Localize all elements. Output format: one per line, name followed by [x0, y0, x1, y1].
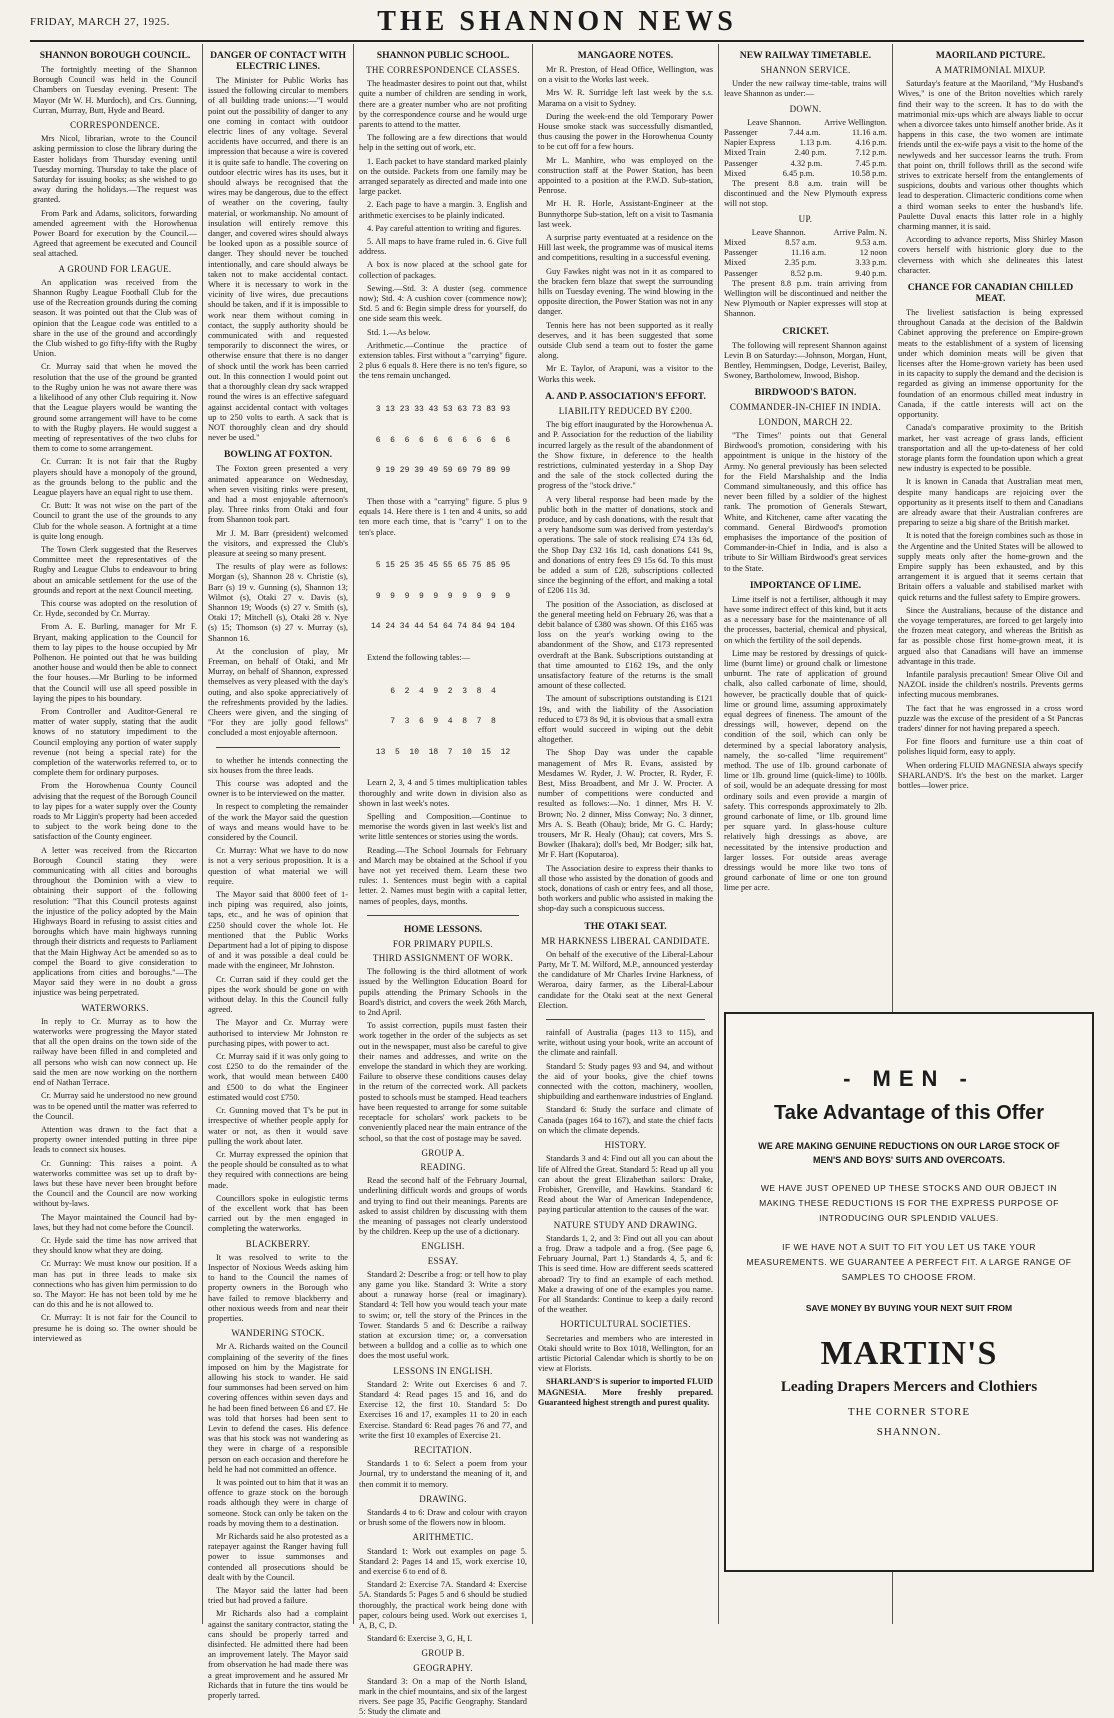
paragraph: Cr. Curran: It is not fair that the Rugby players should have a monopoly of the ground, as the grounds belong to the public and the League players have an equal right to use them.: [33, 457, 197, 497]
paragraph: Standards 1 to 6: Select a poem from your Journal, try to understand the meaning of it, and then commit it to memory.: [359, 1459, 527, 1489]
paragraph: Cr. Butt: It was not wise on the part of the Council to grant the use of the grounds to any Club for the whole season. A fortnight at a time is quite long enough.: [33, 501, 197, 541]
article-heading: CRICKET.: [782, 325, 829, 337]
paragraph: Std. 1.—As below.: [367, 327, 431, 337]
ad-brand-name: MARTIN'S: [820, 1335, 998, 1372]
paragraph: Standard 2: Write out Exercises 6 and 7. Standard 4: Read pages 15 and 16, and do Exercise 12, the first 10. Standard 5: Do Exercises 16 and 17, examples 11 to 20 in each Exercise. Standard 6: Read pages 76 and 77, and write the first 10 examples of Exercise 21.: [359, 1379, 527, 1440]
table-cell: Mixed: [724, 238, 746, 248]
table-cell: Leave Shannon.: [747, 117, 802, 127]
paragraph: This course was adopted and the owner is to be interviewed on the matter.: [208, 779, 348, 799]
paragraph: Mr R. Preston, of Head Office, Wellington, was on a visit to the Works last week.: [538, 65, 713, 85]
subheading: HISTORY.: [604, 1140, 647, 1151]
number-table: [359, 541, 527, 653]
table-cell: Passenger: [724, 158, 758, 168]
paragraph: Standard 6: Exercise 3, G, H, I.: [367, 1634, 473, 1644]
article-heading: BOWLING AT FOXTON.: [224, 449, 332, 461]
paragraph: 4. Pay careful attention to writing and figures.: [367, 223, 522, 233]
table-row: [724, 169, 887, 179]
paragraph: Saturday's feature at the Maoriland, "My Husband's Wives," is one of the Briton novelties which rarely find their way to the screen. It has to do with the matrimonial mix-ups which are always liable to occur when a divorcee takes unto himself another bride. As it happens in this case, the two women are intimate friends until the ex-wife pays a visit to the home of the newlyweds and her successor learns the truth. From that point on, thrill follows thrill as the second wife strives to extricate herself from the entanglements of suspicions, doubts and various other thoughts which lead to desperation. Climacteric conditions come when a third woman seeks to enter the husband's life. Paulette Duval enacts this latter role in a highly charming manner, it is said.: [898, 79, 1083, 232]
paragraph: An application was received from the Shannon Rugby League Football Club for the use of the Recreation grounds during the coming season. It was pointed out that the Club was of opinion that the League code was entitled to a share in the use of the ground and accordingly the Club wished to go fifty-fifty with the Rugby Union.: [33, 277, 197, 359]
number-row: 3 13 23 33 43 53 63 73 83 93: [375, 405, 511, 415]
table-row: [724, 128, 887, 138]
table-cell: 1.13 p.m.: [799, 138, 832, 148]
paragraph: It is known in Canada that Australian meat men, despite many handicaps are rejoicing over the opportunity as it presents itself to them and Canadians are already aware that their Australian confreres are preparing to seize a big share of the British market.: [898, 477, 1083, 528]
subheading: UP.: [798, 213, 813, 224]
paragraph: Attention was drawn to the fact that a property owner intended putting in three pipe leads to connect six houses.: [33, 1124, 197, 1155]
paragraph: The present 8.8 p.m. train arriving from Wellington will be discontinued and neither the New Plymouth or Napier expresses will stop at Shannon.: [724, 278, 887, 319]
paragraph: Read the second half of the February Journal, underlining difficult words and groups of words and trying to find out their meanings. Parents are asked to assist children by discussing with them the meaning of passages not clearly understood by the children. Keep up the use of a dictionary.: [359, 1176, 527, 1237]
subheading: LIABILITY REDUCED BY £200.: [558, 405, 693, 416]
table-row: [724, 148, 887, 158]
paragraph: 2. Each page to have a margin. 3. English and arithmetic exercises to be plainly indicated.: [359, 200, 527, 220]
subheading: LESSONS IN ENGLISH.: [393, 1365, 493, 1376]
article-heading: HOME LESSONS.: [403, 923, 483, 935]
paragraph: Standards 1, 2, and 3: Find out all you can about a frog. Draw a tadpole and a frog. (See page 6, February Journal, Part 1.) Standards 4, 5, and 6: This is seed time. How are different seeds scattered abroad? Try to find an example of each method. Make a drawing of one of the examples you name. For all Standards: Continue to keep a daily record of the weather.: [538, 1233, 713, 1315]
article-heading: SHANNON PUBLIC SCHOOL.: [376, 50, 510, 61]
paragraph: Tennis here has not been supported as it really deserves, and it has been suggested that some outside Club send a team out to foster the game along.: [538, 320, 713, 361]
paragraph: Mr E. Taylor, of Arapuni, was a visitor to the Works this week.: [538, 364, 713, 384]
ad-address: THE CORNER STORE: [847, 1406, 971, 1418]
number-table: [359, 666, 527, 778]
paragraph: Mrs Nicol, librarian, wrote to the Council asking permission to close the library during the Easter holidays from Thursday evening until Tuesday morning. Thursday to take the place of Saturday for issuing books; as she wished to go away during the holidays.—The request was granted.: [33, 134, 197, 205]
column-4: [533, 44, 719, 1624]
paragraph: Mr H. R. Horle, Assistant-Engineer at the Bunnythorpe Sub-station, left on a visit to Tasmania last week.: [538, 199, 713, 229]
article-heading: MANGAORE NOTES.: [577, 50, 674, 61]
masthead: [30, 6, 1084, 42]
paragraph: The fortnightly meeting of the Shannon Borough Council was held in the Council Chambers on Tuesday evening. Present: The Mayor (Mr W. H. Murdoch), and Crs. Gunning, Curran, Murray, Butt, Hyde and Beard.: [33, 65, 197, 115]
article-heading: MAORILAND PICTURE.: [935, 50, 1046, 61]
paragraph: The Mayor said that 8000 feet of 1-inch piping was required, also joints, taps, etc., and he was of opinion that £250 should cover the whole lot. He mentioned that the Public Works Department had a lot of piping to dispose of and it was possible a deal could be made with the engineer, Mr Johnston.: [208, 890, 348, 971]
table-row: [724, 248, 887, 258]
article-heading: A. AND P. ASSOCIATION'S EFFORT.: [545, 390, 706, 402]
paragraph: Cr. Murray: What we have to do now is not a very serious proposition. It is a question of what material we will require.: [208, 846, 348, 886]
table-cell: 11.16 a.m.: [791, 248, 827, 258]
table-cell: 8.52 p.m.: [790, 268, 823, 278]
paragraph: The Association desire to express their thanks to all those who assisted by the donation of goods and stock, donations of cash or entry fees, and all those, both workers and public who assisted in making the shop-day such a conspicuous success.: [538, 863, 713, 914]
table-cell: Mixed Train: [724, 148, 766, 158]
subheading: A GROUND FOR LEAGUE.: [58, 263, 172, 274]
paragraph: The following are a few directions that would help in the setting out of work, etc.: [359, 133, 527, 153]
ad-paragraph: WE ARE MAKING GENUINE REDUCTIONS ON OUR LARGE STOCK OF MEN'S AND BOYS' SUITS AND OVERCOATS.: [758, 1141, 1060, 1165]
number-row: 5 15 25 35 45 55 65 75 85 95: [375, 561, 511, 571]
number-row: 6 2 4 9 2 3 8 4: [390, 686, 496, 696]
paragraph: Guy Fawkes night was not in it as compared to the bracken fern blaze that swept the surrounding hills on Tuesday evening. The wind blowing in the opposite direction, the Power Station was not in any danger.: [538, 266, 713, 317]
number-row: 13 5 10 18 7 10 15 12: [375, 747, 511, 757]
table-row: [724, 138, 887, 148]
paragraph: In respect to completing the remainder of the work the Mayor said the question of ways and means would have to be considered by the Council.: [208, 802, 348, 843]
subheading: GEOGRAPHY.: [413, 1662, 473, 1673]
paragraph: The Mayor maintained the Council had by-laws, but they had not come before the Council.: [33, 1212, 197, 1232]
paragraph: Standard 2: Describe a frog: or tell how to play any game you like. Standard 3: Write a story about a runaway horse (real or imaginary). Standard 4: Tell how you would teach your mate to swim; or, tell the story of the Princes in the Tower. Standards 5 and 6: Describe a railway station at excursion time; or, a conversation between a bulldog and a collie as to which one does the most useful work.: [359, 1269, 527, 1361]
paragraph: Mr J. M. Barr (president) welcomed the visitors, and expressed the Club's pleasure at seeing so many present.: [208, 528, 348, 558]
paragraph: The Shop Day was under the capable management of Mrs R. Evans, assisted by Mesdames W. Ryder, J. W. Procter, R. Ryder, F. Best, Miss Broadbent, and Mr J. W. Procter. A number of competitions were conducted and resulted as follows:—No. 1 dinner, Mrs H. V. Brown; No. 2 dinner, Miss Conway; No. 3 dinner, Mrs A. S. Beath (Ohau); bride, Mr G. C. Hardy; trousers, Mr R. Healy (Ohau); cat covers, Mrs S. Bowker (Ihakara); doll's bed, Mr Bodger; silk hat, Mr F. Hart (Koputaroa).: [538, 748, 713, 860]
table-cell: 4.32 p.m.: [790, 158, 823, 168]
paragraph: The Mayor said the latter had been tried but had proved a failure.: [208, 1586, 348, 1606]
table-cell: 4.16 p.m.: [855, 138, 887, 148]
article-heading: BIRDWOOD'S BATON.: [754, 387, 857, 399]
paragraph: From Park and Adams, solicitors, forwarding amended agreement with the Horowhenua Power Board for execution by the Council.—Agreed that agreement be executed and Council seal attached.: [33, 208, 197, 259]
paragraph: From Controller and Auditor-General re matter of water supply, stating that the audit knows of no statutory impediment to the Council employing any portion of water supply revenue (not being a special rate) for the completion of the waterworks referred to, or to complete them for ordinary purposes.: [33, 706, 197, 778]
table-cell: Arrive Palm. N.: [833, 227, 887, 237]
paragraph: Mr L. Manhire, who was employed on the construction staff at the Power Station, has been appointed to a position at the P.W.D. Sub-station, Penrose.: [538, 155, 713, 196]
table-row: [724, 258, 887, 268]
column-3: [354, 44, 533, 1717]
table-cell: 11.16 a.m.: [851, 128, 887, 138]
paragraph: The following is the third allotment of work issued by the Wellington Education Board for pupils attending the Primary Schools in the Board's district, and covers the week 26th March, to 2nd April.: [359, 967, 527, 1018]
table-cell: Mixed: [724, 168, 746, 178]
paragraph: Mr Richards also had a complaint against the sanitary contractor, stating the cans should be properly tarred and disinfected. He admitted there had been an improvement lately. The Mayor said from observation he had made there was a great improvement and he assured Mr Richards that in future the tins would be properly tarred.: [208, 1609, 348, 1701]
paragraph: According to advance reports, Miss Shirley Mason covers herself with histrionic glory due to the cleverness with which she delineates this latest character.: [898, 235, 1083, 275]
subheading: GROUP A.: [421, 1147, 465, 1158]
paragraph: This course was adopted on the resolution of Cr. Hyde, seconded by Cr. Murray.: [33, 598, 197, 619]
subheading: FOR PRIMARY PUPILS.: [392, 938, 494, 949]
column-2: [203, 44, 354, 1701]
paragraph: Standard 5: Study pages 93 and 94, and without the aid of your books, give the chief towns connected with the cotton, machinery, woollen, shipbuilding and earthenware industries of England.: [538, 1061, 713, 1102]
paragraph: Cr. Gunning: This raises a point. A waterworks committee was set up to draft by-laws but these have never been brought before the Council and the Council are now working without by-laws.: [33, 1158, 197, 1209]
paragraph: To assist correction, pupils must fasten their work together in the order of the subjects as set out in the newspaper, must also be careful to give their names and addresses, and write on the envelope the standard in which they are working. Failure to observe these conditions causes delay in the return of the corrected work. All packets posted to schools must be stamped. Head teachers have been requested to arrange for some suitable receptacle for scholars' work packets to be conveniently placed near the main entrance of the school, so that the cost of postage may be saved.: [359, 1021, 527, 1143]
table-cell: 8.57 a.m.: [785, 238, 817, 248]
paragraph: Standard 1: Work out examples on page 5. Standard 2: Pages 14 and 15, work exercise 10, and exercise 6 to end of 8.: [359, 1546, 527, 1577]
paragraph: Cr. Murray: We must know our position. If a man has put in three leads to make six connections who has given him permission to do so. The Mayor: He has not been told by me he can do this and he is not allowed to.: [33, 1259, 197, 1310]
subheading: A MATRIMONIAL MIXUP.: [935, 65, 1046, 75]
paragraph: Secretaries and members who are interested in Otaki should write to Box 1018, Wellington, for an artistic Pictorial Calendar which is shortly to be on view at Florists.: [538, 1333, 713, 1374]
number-row: 6 6 6 6 6 6 6 6 6 6: [375, 435, 511, 445]
paragraph: A box is now placed at the school gate for collection of packages.: [359, 260, 527, 280]
paragraph: Standard 3: On a map of the North Island, mark in the chief mountains, and six of the largest rivers. See page 35, Pacific Geography. Standard 5: Study the climate and: [359, 1676, 527, 1717]
paragraph: From the Horowhenua County Council advising that the request of the Borough Council to lay pipes for a water supply over the County roads to Mr Liggin's property had been acceded to subject to the work being done to the satisfaction of the County engineer.: [33, 781, 197, 842]
paragraph: The Town Clerk suggested that the Reserves Committee meet the representatives of the Rugby and League Clubs to endeavour to bring about an amicable settlement for the use of the grounds and report at the next Council meeting.: [33, 544, 197, 595]
paragraph: Cr. Murray said that when he moved the resolution that the use of the ground be granted to the Rugby union he was not aware there was a likelihood of any other Club requiring it. Now that the League players would be wanting the ground some arrangement will have to be come to with the Rugby players. He would suggest a meeting of representatives of the two clubs for them to come to some arrangement.: [33, 362, 197, 454]
subheading: MR HARKNESS LIBERAL CANDIDATE.: [541, 935, 710, 946]
table-row: [724, 269, 887, 279]
table-cell: 6.45 p.m.: [782, 168, 815, 178]
paragraph: The big effort inaugurated by the Horowhenua A. and P. Association for the reduction of the liability incurred largely as the result of the abandonment of the Show fixture, in deference to the health restrictions, culminated yesterday in a Shop Day and the sale of the stock collected during the progress of the "stock drive.": [538, 420, 713, 491]
paragraph: Infantile paralysis precaution! Smear Olive Oil and NAZOL inside the children's nostrils. Prevents germs infecting mucous membranes.: [898, 669, 1083, 700]
paragraph: "The Times" points out that General Birdwood's promotion, considering with his appointment is unique in the history of the Army. No general previously has been selected for the Field Marshalship and the India Command simultaneously, and this office has never been filled by a soldier of the highest rank. The promotion of Generals Stewart, White, and Kitchener, came after vacating the command. General Birdwood's promotion emphasises the importance of the position of Commander-in-Chief in India, and is also a tribute to Sir William Birdwood's great services to the State.: [724, 430, 887, 573]
paragraph: For fine floors and furniture use a thin coat of polishes liquid form, easy to apply.: [898, 737, 1083, 757]
table-cell: 9.40 p.m.: [855, 268, 887, 278]
paragraph: Canada's comparative proximity to the British market, her vast acreage of grass lands, efficient transportation and all the up-to-dateness of her cold storage plants form the foundation upon which a great new industry is expected to be possible.: [898, 423, 1083, 474]
subheading: THE CORRESPONDENCE CLASSES.: [366, 65, 520, 75]
table-row: [724, 159, 887, 169]
paragraph: Standard 6: Study the surface and climate of Canada (pages 164 to 167), and state the chief facts on which the climate depends.: [538, 1105, 713, 1135]
number-table: [359, 385, 527, 497]
paragraph: A very liberal response had been made by the public both in the matter of donations, stock and produce, and by cash donations, with the result that a very handsome sum was derived from yesterday's operations. The sale of stock realising £74 13s 6d, the Shop Day £32 16s 1d, cash donations £41 9s, and donations of entry fees £9 15s 6d. To this must be added a sum of £28, subscriptions collected since the beginning of the effort, and making a total of £206 11s 3d.: [538, 494, 713, 596]
ad-cta: SAVE MONEY BY BUYING YOUR NEXT SUIT FROM: [805, 1303, 1013, 1313]
paragraph: SHARLAND'S is superior to imported FLUID MAGNESIA. More freshly prepared. Guaranteed highest strength and purest quality.: [538, 1377, 713, 1407]
paragraph: It was resolved to write to the Inspector of Noxious Weeds asking him to hand to the Council the names of property owners in the Borough who have failed to remove blackberry and other noxious weeds from and near their properties.: [208, 1252, 348, 1323]
paragraph: From A. E. Burling, manager for Mr F. Bryant, making application to the Council for them to lay pipes to the house occupied by Mr Polhenon. He pointed out that he was building another house and would then be able to connect the four houses.—Mr Burling to be informed that the Council will use all speed possible in laying the pipes to his boundary.: [33, 622, 197, 703]
subheading: DRAWING.: [419, 1493, 467, 1504]
paragraph: A surprise party eventuated at a residence on the Hill last week, the programme was of musical items and competitions, resulting in a successful evening.: [538, 233, 713, 263]
column-1: [28, 44, 203, 1624]
number-row: 7 3 6 9 4 8 7 8: [390, 717, 496, 727]
paragraph: Mr Richards said he also protested as a ratepayer against the Ranger having full power to issue summonses and contended all prosecutions should be dealt with by the Council.: [208, 1532, 348, 1582]
table-cell: 7.12 p.m.: [855, 148, 887, 158]
divider: [367, 915, 519, 916]
subheading: COMMANDER-IN-CHIEF IN INDIA.: [729, 402, 882, 413]
paragraph: The position of the Association, as disclosed at the general meeting held on February 26, was that a debit balance of £380 was shown. Of this £165 was loss on the year's working owing to the abandonment of the Show, and £173 represented overdraft at the Bank. Subscriptions outstanding at that time amounted to £162 19s, and the only unsatisfactory feature of the returns is the small amount of these collected.: [538, 599, 713, 691]
newspaper-title: THE SHANNON NEWS: [377, 6, 737, 37]
paragraph: The Minister for Public Works has issued the following circular to members of all building trade unions:—"I would point out the possibility of danger to any one coming in contact with outdoor electric lines of any voltage. Several accidents have occurred, and there is an impression that because a wire is covered it is quite safe to handle. The covering on outdoor electric wires has its uses, but it should always be recognised that the wires may be dangerous, due to the effect of weather on the covering, faulty material, or workmanship. No amount of insulation will entirely remove this danger, and covered wires should always be looked upon as a possible source of danger. They should never be touched intentionally, and care should always be taken not to make accidental contact. Where it is necessary to work in the vicinity of live wires, due precautions should be taken, and if it is impossible to work near them without coming in contact, the supply authority should be communicated with and requested temporarily to disconnect the wires, or otherwise ensure that there is no danger of shock until the work has been carried out. In this connection I would point out that a thoroughly clean dry sack wrapped round the wires is an effective safeguard against accidental contact with voltages up to 250 volts to earth. A sack that is NOT thoroughly clean and dry should never be used.": [208, 76, 348, 443]
paragraph: The present 8.8 a.m. train will be discontinued and the New Plymouth express will not stop.: [724, 179, 887, 209]
paragraph: Reading.—The School Journals for February and March may be obtained at the School if you have not yet received them. Learn these two rules: 1. Sentences must begin with a capital letter. 2. Names must begin with a capital letter, names of peoples, days, months.: [359, 845, 527, 906]
subheading: READING.: [420, 1161, 466, 1172]
paragraph: Learn 2, 3, 4 and 5 times multiplication tables thoroughly and write down in division also as shown in last week's notes.: [359, 778, 527, 808]
subheading: ENGLISH.: [421, 1241, 465, 1252]
table-cell: 10.58 p.m.: [851, 168, 887, 178]
paragraph: The fact that he was engrossed in a cross word puzzle was the excuse of the president of a St Pancras traders' dinner for not having prepared a speech.: [898, 703, 1083, 733]
paragraph: Extend the following tables:—: [367, 652, 471, 662]
article-heading: CHANCE FOR CANADIAN CHILLED MEAT.: [907, 282, 1074, 305]
article-heading: SHANNON BOROUGH COUNCIL.: [39, 50, 191, 61]
table-cell: 2.35 p.m.: [784, 258, 817, 268]
table-cell: Leave Shannon.: [751, 227, 806, 237]
paragraph: Standards 4 to 6: Draw and colour with crayon or brush some of the flowers now in bloom.: [359, 1508, 527, 1528]
paragraph: Cr. Gunning moved that T's be put in irrespective of whether people apply for water or not, as then it would save pulling the work about later.: [208, 1106, 348, 1146]
paragraph: Then those with a "carrying" figure. 5 plus 9 equals 14. Here there is 1 ten and 4 units, so add ten more each time, that is "carry" 1 on to the ten's place.: [359, 496, 527, 537]
paragraph: When ordering FLUID MAGNESIA always specify SHARLAND'S. It's the best on the market. Larger bottles—lower price.: [898, 760, 1083, 790]
paragraph: Spelling and Composition.—Continue to memorise the words given in last week's list and write little sentences or stories using the words.: [359, 812, 527, 842]
number-row: 14 24 34 44 54 64 74 84 94 104: [370, 622, 516, 632]
subheading: SHANNON SERVICE.: [760, 65, 851, 75]
paragraph: Under the new railway time-table, trains will leave Shannon as under:—: [724, 79, 887, 99]
divider: [216, 747, 340, 748]
timetable-header: [724, 118, 887, 128]
paragraph: A letter was received from the Riccarton Borough Council stating they were communicating with all cities and boroughs throughout the Dominion with a view to obtaining their support of the following resolution: "That this Council protests against the injustice of the policy adopted by the Main Highways Board in refusing to assist cities and boroughs which have main highways running through their districts and requests to Parliament that the Main Highway Act be amended so as to compel the Board to give consideration to applications from cities and boroughs."—The Mayor said they were in no doubt a gross injustice was being perpetrated.: [33, 845, 197, 998]
subheading: WATERWORKS.: [81, 1002, 149, 1013]
subheading: CORRESPONDENCE.: [70, 120, 160, 131]
ad-paragraph: WE HAVE JUST OPENED UP THESE STOCKS AND OUR OBJECT IN MAKING THESE REDUCTIONS IS FOR THE EXPRESS PURPOSE OF INTRODUCING OUR SPLENDID VALUES.: [759, 1183, 1059, 1223]
table-cell: 9.53 a.m.: [855, 238, 887, 248]
paragraph: Lime may be restored by dressings of quick-lime (burnt lime) or ground chalk or limestone unburnt. The rate of application of ground chalk, also called carbonate of lime, should, however, be practically double that of quick-lime or ground lime, assuming approximately equal degrees of fineness. The amount of the dressings will, however, depend on the condition of the soil, which can only be determined by a special laboratory analysis, namely, the so-called "lime requirement" method. The use of 1lb. ground carbonate of lime or 1lb. ground lime (quick-lime) to 100lb. of soil, would be an adequate dressing for most ordinary soils and even provide a margin of safety. This corresponds approximately to 2lb. ground carbonate of lime, or 1lb. ground lime per square yard. In glass-house culture relatively high dressings as above, are necessitated by the intensive production and larger losses. For outside areas average dressings would be more like two tons of ground carbonate of lime or one ton ground lime per acre.: [724, 648, 887, 893]
paragraph: Standard 2: Exercise 7A. Standard 4: Exercise 5A. Standards 5: Pages 5 and 6 should be studied thoroughly, the practical work being done with paper, colours being used. Work out exercises 1, A, B, C, D.: [359, 1580, 527, 1631]
paragraph: Cr. Murray: It is not fair for the Council to presume he is doing so. The owner should be interviewed as: [33, 1313, 197, 1343]
subheading: HORTICULTURAL SOCIETIES.: [560, 1319, 691, 1330]
paragraph: During the week-end the old Temporary Power House smoke stack was successfully dismantled, thus causing the power in the Horowhenua County to be cut off for a few hours.: [538, 111, 713, 152]
ad-headline: - MEN -: [843, 1066, 975, 1091]
paragraph: Arithmetic.—Continue the practice of extension tables. First without a "carrying" figure. 2 plus 6 equals 8. Here there is no ten's figure, so the tens remain unchanged.: [359, 340, 527, 381]
table-cell: Passenger: [724, 268, 758, 278]
paragraph: Since the Australians, because of the distance and the voyage temperatures, are forced to get largely into the frozen meat category, and whereas the British as far as possible chose first home-grown meat, it is argued also that Canadians will have an immense advantage in this trade.: [898, 605, 1083, 666]
article-heading: NEW RAILWAY TIMETABLE.: [739, 50, 872, 61]
article-heading: IMPORTANCE OF LIME.: [749, 579, 862, 591]
paragraph: Lime itself is not a fertiliser, although it may have some indirect effect of this kind, but it acts as a necessary base for the maintenance of all the processes, bacterial, chemical and physical, on which the fertility of the soil depends.: [724, 594, 887, 645]
paragraph: Cr. Murray expressed the opinion that the people should be consulted as to what they required with connections are being made.: [208, 1149, 348, 1190]
subheading: ARITHMETIC.: [412, 1532, 474, 1543]
paragraph: Mr A. Richards waited on the Council complaining of the severity of the fines imposed on him by the Magistrate for allowing his stock to wander. He said four summonses had been served on him covering offences within seven days and he had been fined between £6 and £7. He was told that horses had been sent to Levin to defend the cases. His defence was that his stock was not wandering as they were in charge of a responsible person on each occasion and therefore he held he had not committed an offence.: [208, 1342, 348, 1474]
subheading: NATURE STUDY AND DRAWING.: [553, 1219, 698, 1230]
ad-paragraph: IF WE HAVE NOT A SUIT TO FIT YOU LET US TAKE YOUR MEASUREMENTS. WE GUARANTEE A PERFECT FIT. A LARGE RANGE OF SAMPLES TO CHOOSE FROM.: [746, 1242, 1072, 1282]
article-heading: THE OTAKI SEAT.: [584, 920, 667, 932]
number-row: 9 19 29 39 49 59 69 79 89 99: [375, 466, 511, 476]
paragraph: Sewing.—Std. 3: A duster (seg. commence now); Std. 4: A cushion cover (commence now); Std. 5 and 6: Begin simple dress for yourself, do one side seam this week.: [359, 283, 527, 324]
table-cell: 7.45 p.m.: [855, 158, 887, 168]
paragraph: Standards 3 and 4: Find out all you can about the life of Alfred the Great. Standard 5: Read up all you can about the great Elizabethan sailors: Drake, Frobisher, Grenville, and Hawkins. Standard 6: Read about the War of American Independence, paying particular attention to the causes of the war.: [538, 1154, 713, 1215]
subheading: WANDERING STOCK.: [231, 1328, 325, 1339]
paragraph: 5. All maps to have frame ruled in. 6. Give full address.: [359, 237, 527, 257]
table-row: [724, 238, 887, 248]
paragraph: The Foxton green presented a very animated appearance on Wednesday, when seven visiting rinks were present, and had a most enjoyable afternoon's play. Three rinks from Otaki and four from Shannon took part.: [208, 464, 348, 525]
dateline: LONDON, MARCH 22.: [758, 416, 853, 427]
paragraph: The headmaster desires to point out that, whilst quite a number of children are sending in work, there are a greater number who are not profiting by the correspondence course and he would urge parents to attend to the matter.: [359, 79, 527, 130]
table-cell: Mixed: [724, 258, 746, 268]
ad-subheadline: Take Advantage of this Offer: [773, 1102, 1045, 1124]
paragraph: The following will represent Shannon against Levin B on Saturday:—Johnson, Morgan, Hunt, Bentley, Hemmingsen, Dodge, Leverist, Bailey, Swoney, Bartholomew, Inwood, Bishop.: [724, 340, 887, 381]
paragraph: It was pointed out to him that it was an offence to graze stock on the borough roads although they were in charge of someone. Stock can only be taken on the roads by moving them to a destination.: [208, 1478, 348, 1528]
subheading: THIRD ASSIGNMENT OF WORK.: [372, 953, 514, 964]
paragraph: The Mayor and Cr. Murray were authorised to interview Mr Johnston re purchasing pipes, with power to act.: [208, 1018, 348, 1048]
subheading: RECITATION.: [414, 1444, 472, 1455]
issue-date: FRIDAY, MARCH 27, 1925.: [30, 16, 170, 28]
paragraph: Mrs W. R. Surridge left last week by the s.s. Marama on a visit to Sydney.: [538, 88, 713, 108]
subheading: DOWN.: [789, 103, 822, 114]
paragraph: It is noted that the foreign combines such as those in the Argentine and the United States will be allowed to supply meats only after the home-grown and the Empire supply has been exhausted, and by this arrangement it is argued that it seems certain that Britain offers a valuable and stabilised market with quick returns and the fullest safety to Empire growers.: [898, 531, 1083, 602]
table-cell: Napier Express: [724, 138, 776, 148]
timetable-header: [724, 228, 887, 238]
table-cell: 12 noon: [859, 248, 887, 258]
table-cell: 3.33 p.m.: [855, 258, 887, 268]
table-cell: Passenger: [724, 248, 758, 258]
paragraph: Cr. Murray said if it was only going to cost £250 to do the remainder of the work, that would mean between £400 and £500 to do what the Engineer estimated would cost £750.: [208, 1052, 348, 1102]
paragraph: Councillors spoke in eulogistic terms of the excellent work that has been carried out by the men engaged in completing the waterworks.: [208, 1193, 348, 1234]
divider: [546, 1019, 705, 1020]
paragraph: Cr. Murray said he understood no new ground was to be opened until the matter was referred to the Council.: [33, 1091, 197, 1121]
paragraph: The results of play were as follows: Morgan (s), Shannon 28 v. Christie (s), Barr (s) 19 v. Gunning (s), Shannon 13; Wilmot (s), Otaki 27 v. Davis (s), Shannon 19; Woods (s) 27 v. Smith (s), Otaki 17; Mitchell (s), Otaki 28 v. Nye (s) 15; Thomson (s) 27 v. Murray (s), Shannon 16.: [208, 562, 348, 643]
paragraph: Cr. Hyde said the time has now arrived that they should know what they are doing.: [33, 1235, 197, 1256]
table-cell: 7.44 a.m.: [789, 128, 821, 138]
paragraph: rainfall of Australia (pages 113 to 115), and write, without using your book, write an account of the climate and rainfall.: [538, 1028, 713, 1058]
paragraph: The amount of subscriptions outstanding is £121 19s, and with the liability of the Association reduced to £73 8s 9d, it is obvious that a small extra effort would succeed in wiping out the debit altogether.: [538, 694, 713, 745]
paragraph: 1. Each packet to have standard marked plainly on the outside. Packets from one family may be arranged separately as directed and made into one large packet.: [359, 156, 527, 197]
number-row: 9 9 9 9 9 9 9 9 9 9: [375, 591, 511, 601]
subheading: ESSAY.: [427, 1255, 459, 1266]
subheading: BLACKBERRY.: [245, 1238, 311, 1249]
paragraph: to whether he intends connecting the six houses from the three leads.: [208, 755, 348, 775]
paragraph: At the conclusion of play, Mr Freeman, on behalf of Otaki, and Mr Murray, on behalf of Shannon, expressed themselves as very pleased with the day's outing, and also spoke appreciatively of the refreshments provided by the ladies. Cheers were given, and the singing of "For they are jolly good fellows" concluded a most enjoyable afternoon.: [208, 646, 348, 738]
subheading: GROUP B.: [421, 1648, 465, 1659]
paragraph: In reply to Cr. Murray as to how the waterworks were progressing the Mayor stated that all the open drains on the town side of the railway have been filled in and completed and all persons who wish can now connect up. He said the men are now working on the northern end of Nathan Terrace.: [33, 1016, 197, 1088]
ad-tagline: Leading Drapers Mercers and Clothiers: [780, 1379, 1038, 1395]
ad-town: SHANNON.: [876, 1426, 942, 1438]
paragraph: On behalf of the executive of the Liberal-Labour Party, Mr T. M. Wilford, M.P., announced yesterday the candidature of Mr Charles Irvine Harkness, of Weraroa, dairy farmer, as the Liberal-Labour candidate for the Otaki seat at the next General Election.: [538, 949, 713, 1010]
paragraph: The liveliest satisfaction is being expressed throughout Canada at the decision of the Baldwin Cabinet approving the preference on Empire-grown meats to the establishment of a system of licensing under which dominion meats will be given that licenses after the Home-grown variety has been used in its capacity to supply the demand and the decision is regarded as giving an immense opportunity for the foundation of an enormous chilled meat industry in Canada, if the cattle interests will act on the opportunity.: [898, 308, 1083, 420]
table-cell: 2.40 p.m.: [794, 148, 827, 158]
table-cell: Passenger: [724, 128, 758, 138]
table-cell: Arrive Wellington.: [824, 117, 887, 127]
martins-advertisement: [724, 1012, 1094, 1572]
paragraph: Cr. Curran said if they could get the pipes the work should be gone on with without delay. In this the Council fully agreed.: [208, 974, 348, 1015]
article-heading: DANGER OF CONTACT WITH ELECTRIC LINES.: [210, 50, 346, 72]
